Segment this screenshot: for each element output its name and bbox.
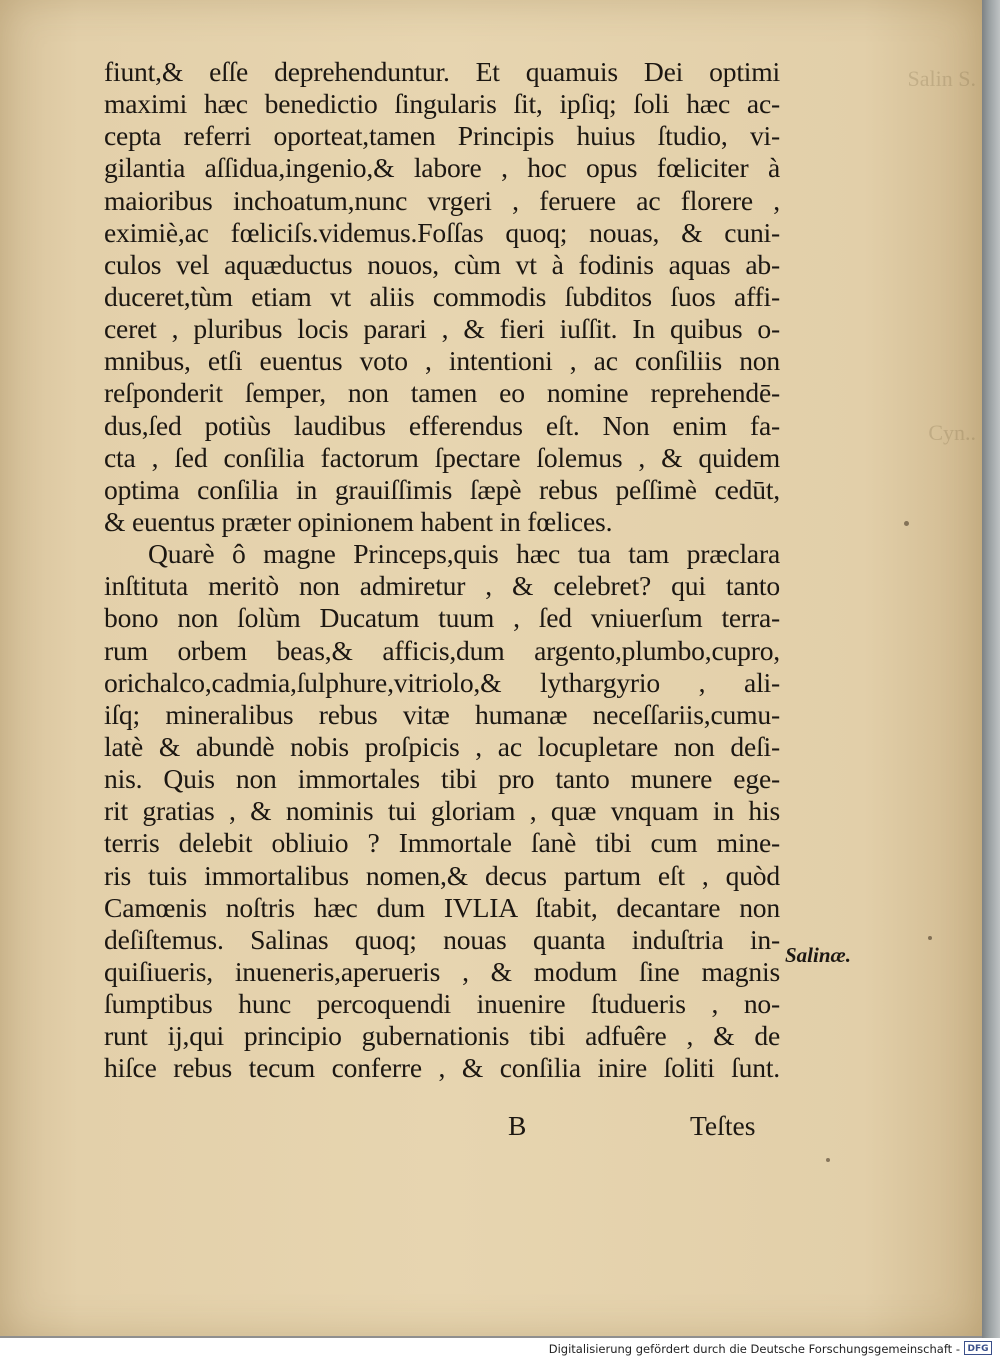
catchword: Teſtes bbox=[690, 1110, 756, 1141]
signature-mark: B bbox=[508, 1110, 527, 1141]
text-line: duceret,tùm etiam vt aliis commodis ſubditos ſuos affi- bbox=[104, 280, 780, 312]
text-line: nis. Quis non immortales tibi pro tanto munere ege- bbox=[104, 763, 780, 795]
text-line: terris delebit obliuio ? Immortale ſanè tibi cum mine- bbox=[104, 827, 780, 859]
paper-speck bbox=[928, 936, 932, 940]
text-line: culos vel aquæductus nouos, cùm vt à fodinis aquas ab- bbox=[104, 248, 780, 280]
text-line: gilantia aſſidua,ingenio,& labore , hoc opus fœliciter à bbox=[104, 152, 780, 184]
text-line: iſq; mineralibus rebus vitæ humanæ neceſſariis,cumu- bbox=[104, 698, 780, 730]
paper-speck bbox=[826, 1158, 830, 1162]
text-line: rum orbem beas,& afficis,dum argento,plumbo,cupro, bbox=[104, 634, 780, 666]
text-line: inſtituta meritò non admiretur , & celebret? qui tanto bbox=[104, 570, 780, 602]
text-line: ceret , pluribus locis parari , & fieri iuſſit. In quibus o- bbox=[104, 313, 780, 345]
text-line: optima conſilia in grauiſſimis ſæpè rebus peſſimè cedūt, bbox=[104, 473, 780, 505]
text-line: ris tuis immortalibus nomen,& decus partum eſt , quòd bbox=[104, 859, 780, 891]
text-line: Quarè ô magne Princeps,quis hæc tua tam præclara bbox=[148, 538, 780, 570]
marginal-note: Salinæ. bbox=[785, 943, 851, 967]
text-line: latè & abundè nobis proſpicis , ac locupletare non deſi- bbox=[104, 730, 780, 762]
text-line: cta , ſed conſilia factorum ſpectare ſolemus , & quidem bbox=[104, 441, 780, 473]
footer-bar bbox=[0, 1338, 1000, 1359]
text-line: & euentus præter opinionem habent in fœlices. bbox=[104, 505, 613, 537]
text-line: maioribus inchoatum,nunc vrgeri , feruere ac florere , bbox=[104, 184, 780, 216]
text-line: maximi hæc benedictio ſingularis ſit, ipſiq; ſoli hæc ac- bbox=[104, 88, 780, 120]
text-line: bono non ſolùm Ducatum tuum , ſed vniuerſum terra- bbox=[104, 602, 780, 634]
text-line: ſumptibus hunc percoquendi inuenire ſtudueris , no- bbox=[104, 988, 780, 1020]
bleed-through-text: Salin S. bbox=[907, 66, 976, 91]
text-line: cepta referri oporteat,tamen Principis huius ſtudio, vi- bbox=[104, 120, 780, 152]
text-line: dus,ſed potiùs laudibus efferendus eſt. Non enim fa- bbox=[104, 409, 780, 441]
dfg-logo-icon: DFG bbox=[964, 1341, 992, 1355]
text-line: mnibus, etſi euentus voto , intentioni , ac conſiliis non bbox=[104, 345, 780, 377]
text-line: eximiè,ac fœliciſs.videmus.Foſſas quoq; nouas, & cuni- bbox=[104, 216, 780, 248]
text-line: hiſce rebus tecum conferre , & conſilia inire ſoliti ſunt. bbox=[104, 1052, 780, 1084]
text-line: Camœnis noſtris hæc dum IVLIA ſtabit, decantare non bbox=[104, 891, 780, 923]
text-line: deſiſtemus. Salinas quoq; nouas quanta induſtria in- bbox=[104, 923, 780, 955]
bleed-through-text: Cyn.. bbox=[928, 420, 976, 445]
funding-credit: Digitalisierung gefördert durch die Deutsche Forschungsgemeinschaft - bbox=[548, 1342, 960, 1356]
text-line: orichalco,cadmia,ſulphure,vitriolo,& lythargyrio , ali- bbox=[104, 666, 780, 698]
text-line: quiſiueris, inueneris,aperueris , & modum ſine magnis bbox=[104, 955, 780, 987]
text-line: reſponderit ſemper, non tamen eo nomine reprehendē- bbox=[104, 377, 780, 409]
text-line: runt ij,qui principio gubernationis tibi adfuêre , & de bbox=[104, 1020, 780, 1052]
text-line: rit gratias , & nominis tui gloriam , quæ vnquam in his bbox=[104, 795, 780, 827]
paper-speck bbox=[904, 521, 909, 526]
page-edge bbox=[982, 0, 1000, 1338]
body-text bbox=[104, 56, 780, 1085]
text-line: fiunt,& eſſe deprehenduntur. Et quamuis Dei optimi bbox=[104, 56, 780, 87]
